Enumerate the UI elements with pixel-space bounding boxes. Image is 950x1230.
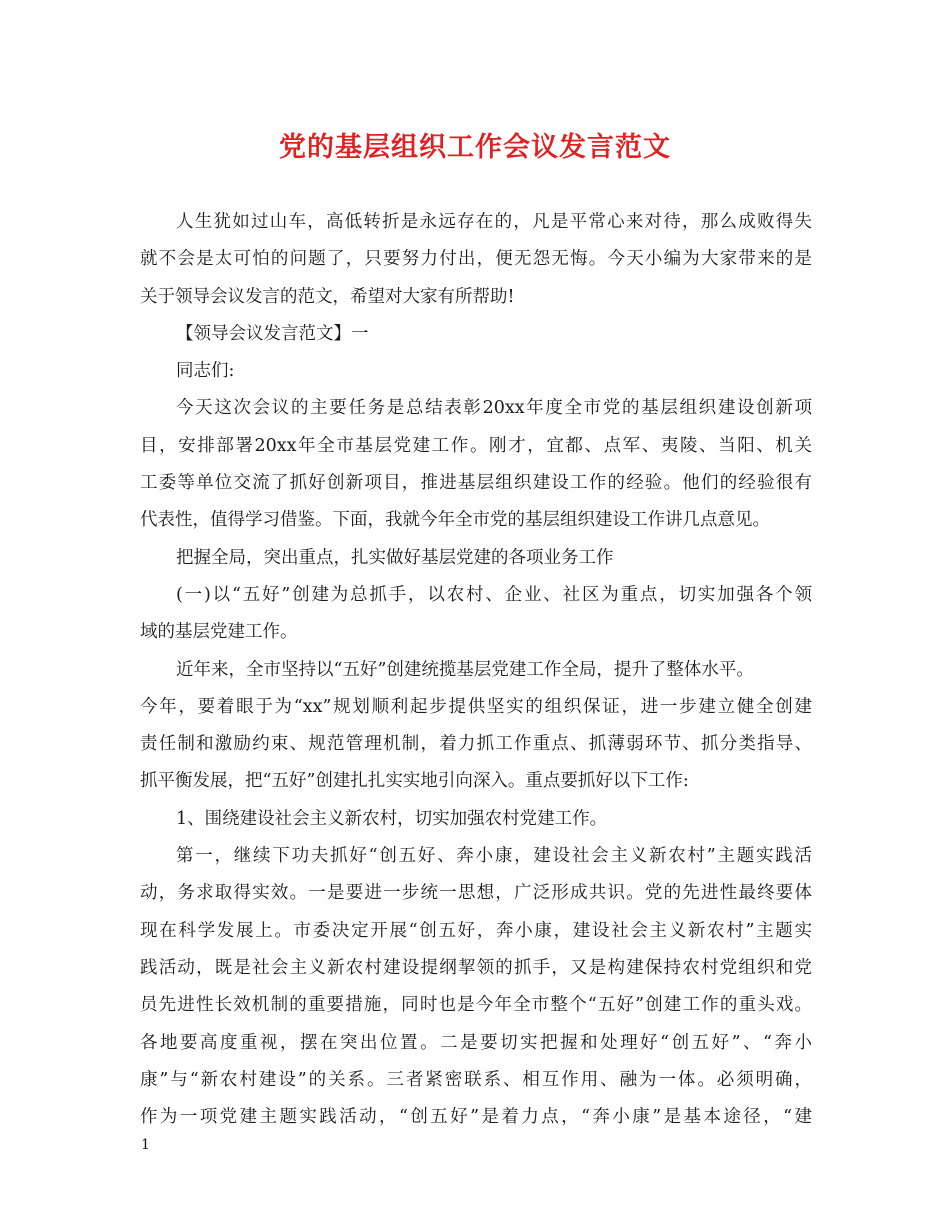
text-line: 第一，继续下功夫抓好“创五好、奔小康，建设社会主义新农村”主题实践活 bbox=[176, 846, 812, 867]
section-heading: 【领导会议发言范文】一 bbox=[176, 323, 369, 344]
text-line: 把握全局，突出重点，扎实做好基层党建的各项业务工作 bbox=[176, 547, 614, 568]
salutation: 同志们: bbox=[176, 361, 235, 382]
text-line: 践活动，既是社会主义新农村建设提纲挈领的抓手，又是构建保持农村党组织和党 bbox=[140, 957, 812, 978]
text-line: 康”与“新农村建设”的关系。三者紧密联系、相互作用、融为一体。必须明确， bbox=[140, 1069, 812, 1090]
page-number: 1 bbox=[141, 1137, 150, 1153]
text-line: (一)以“五好”创建为总抓手，以农村、企业、社区为重点，切实加强各个领 bbox=[176, 584, 812, 605]
text-line: 1、围绕建设社会主义新农村，切实加强农村党建工作。 bbox=[176, 808, 608, 829]
text-line: 责任制和激励约束、规范管理机制，着力抓工作重点、抓薄弱环节、抓分类指导、 bbox=[140, 734, 812, 755]
text-line: 作为一项党建主题实践活动，“创五好”是着力点，“奔小康”是基本途径，“建 bbox=[140, 1107, 812, 1128]
document-body bbox=[140, 204, 812, 1136]
text-line: 人生犹如过山车，高低转折是永远存在的，凡是平常心来对待，那么成败得失 bbox=[176, 212, 812, 232]
text-line: 域的基层党建工作。 bbox=[140, 622, 298, 643]
text-line: 工委等单位交流了抓好创新项目，推进基层组织建设工作的经验。他们的经验很有 bbox=[140, 473, 812, 494]
text-line: 员先进性长效机制的重要措施，同时也是今年全市整个“五好”创建工作的重头戏。 bbox=[140, 995, 812, 1016]
text-line: 抓平衡发展，把“五好”创建扎扎实实地引向深入。重点要抓好以下工作: bbox=[140, 771, 689, 792]
text-line: 今天这次会议的主要任务是总结表彰20xx年度全市党的基层组织建设创新项 bbox=[176, 398, 812, 419]
text-line: 今年，要着眼于为“xx”规划顺利起步提供坚实的组织保证，进一步建立健全创建 bbox=[140, 696, 812, 717]
text-line: 代表性，值得学习借鉴。下面，我就今年全市党的基层组织建设工作讲几点意见。 bbox=[140, 510, 770, 531]
text-line: 关于领导会议发言的范文，希望对大家有所帮助! bbox=[140, 286, 515, 307]
text-line: 现在科学发展上。市委决定开展“创五好，奔小康，建设社会主义新农村”主题实 bbox=[140, 920, 812, 941]
text-line: 目，安排部署20xx年全市基层党建工作。刚才，宜都、点军、夷陵、当阳、机关 bbox=[140, 435, 812, 456]
text-line: 动，务求取得实效。一是要进一步统一思想，广泛形成共识。党的先进性最终要体 bbox=[140, 883, 812, 904]
document-title: 党的基层组织工作会议发言范文 bbox=[279, 132, 671, 163]
text-line: 各地要高度重视，摆在突出位置。二是要切实把握和处理好“创五好”、“奔小 bbox=[140, 1032, 812, 1053]
text-line: 就不会是太可怕的问题了，只要努力付出，便无怨无悔。今天小编为大家带来的是 bbox=[140, 249, 812, 270]
text-line: 近年来，全市坚持以“五好”创建统揽基层党建工作全局，提升了整体水平。 bbox=[176, 659, 754, 680]
